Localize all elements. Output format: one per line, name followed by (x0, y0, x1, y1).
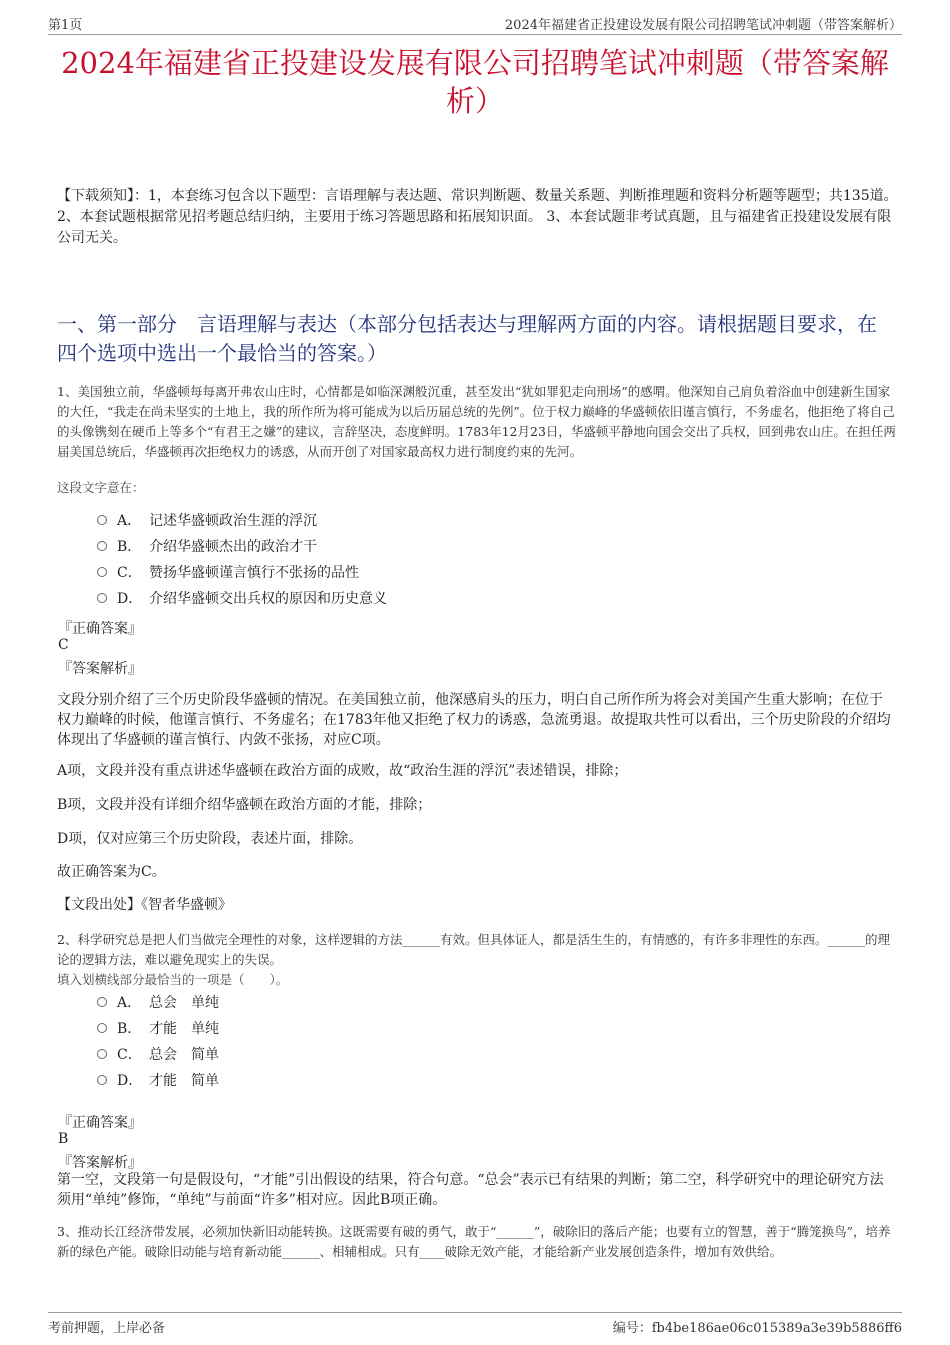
option-c[interactable]: C． 赞扬华盛顿谨言慎行不张扬的品性 (97, 560, 387, 586)
footer-serial: 编号：fb4be186ae06c015389a3e39b5886ff6 (612, 1321, 902, 1336)
question-2-options (97, 990, 219, 1094)
radio-icon[interactable] (97, 997, 107, 1007)
option-b[interactable]: B． 介绍华盛顿杰出的政治才干 (97, 534, 387, 560)
radio-icon[interactable] (97, 1075, 107, 1085)
analysis-paragraph: 第一空，文段第一句是假设句，“才能”引出假设的结果，符合句意。“总会”表示已有结果的判断；第二空，科学研究中的理论研究方法须用“单纯”修饰，“单纯”与前面“许多”相对应。因此B项正确。 (57, 1172, 884, 1208)
question-1-text: 1、美国独立前，华盛顿每每离开弗农山庄时，心情都是如临深渊般沉重，甚至发出“犹如罪犯走向刑场”的感喟。他深知自己肩负着浴血中创建新生国家的大任，“我走在尚未坚实的土地上，我的所作所为将可能成为以后历届总统的先例”。位于权力巅峰的华盛顿依旧谨言慎行，不务虚名，他拒绝了将自己的头像镌刻在硬币上等多个“有君王之嫌”的建议，言辞坚决，态度鲜明。1783年12月23日，华盛顿平静地向国会交出了兵权，回到弗农山庄。在担任两届美国总统后，华盛顿再次拒绝权力的诱惑，从而开创了对国家最高权力进行制度约束的先河。 (57, 384, 896, 459)
answer-label: 『正确答案』 (58, 1115, 142, 1131)
answer-value: B (58, 1131, 69, 1147)
option-b[interactable]: B． 才能 单纯 (97, 1016, 219, 1042)
answer-label: 『正确答案』 (58, 621, 142, 637)
answer-value: C (58, 637, 69, 653)
radio-icon[interactable] (97, 1049, 107, 1059)
section-title: 一、第一部分 言语理解与表达（本部分包括表达与理解两方面的内容。请根据题目要求，在四个选项中选出一个最恰当的答案。） (57, 312, 877, 365)
question-3-text: 3、推动长江经济带发展，必须加快新旧动能转换。这既需要有破的勇气，敢于“______”，破除旧的落后产能；也要有立的智慧，善于“腾笼换鸟”，培养新的绿色产能。破除旧动能与培育新动能______、相辅相成。只有____破除无效产能，才能给新产业发展创造条件，增加有效供给。 (57, 1224, 891, 1259)
analysis-label: 『答案解析』 (58, 1155, 142, 1171)
question-1-prompt: 这段文字意在： (57, 480, 145, 495)
document-title: 2024年福建省正投建设发展有限公司招聘笔试冲刺题（带答案解析） (61, 46, 889, 118)
footer-slogan: 考前押题，上岸必备 (48, 1321, 166, 1336)
radio-icon[interactable] (97, 1023, 107, 1033)
analysis-paragraph: 文段分别介绍了三个历史阶段华盛顿的情况。在美国独立前，他深感肩头的压力，明白自己所作所为将会对美国产生重大影响；在位于权力巅峰的时候，他谨言慎行、不务虚名；在1783年他又拒绝了权力的诱惑，急流勇退。故提取共性可以看出，三个历史阶段的介绍均体现出了华盛顿的谨言慎行、内敛不张扬，对应C项。 (57, 692, 891, 748)
radio-icon[interactable] (97, 541, 107, 551)
text-source: 【文段出处】《智者华盛顿》 (57, 897, 232, 913)
page-footer (48, 1312, 902, 1335)
question-1-options (97, 508, 387, 612)
option-d[interactable]: D． 才能 简单 (97, 1068, 219, 1094)
radio-icon[interactable] (97, 593, 107, 603)
page-number: 第1页 (48, 18, 83, 33)
option-a[interactable]: A． 记述华盛顿政治生涯的浮沉 (97, 508, 387, 534)
option-a[interactable]: A． 总会 单纯 (97, 990, 219, 1016)
analysis-paragraph: B项，文段并没有详细介绍华盛顿在政治方面的才能，排除； (57, 797, 432, 813)
analysis-paragraph: 故正确答案为C。 (57, 864, 166, 880)
option-d[interactable]: D． 介绍华盛顿交出兵权的原因和历史意义 (97, 586, 387, 612)
analysis-paragraph: D项，仅对应第三个历史阶段，表述片面，排除。 (57, 831, 363, 847)
analysis-label: 『答案解析』 (58, 661, 142, 677)
page-header (48, 12, 902, 35)
analysis-paragraph: A项，文段并没有重点讲述华盛顿在政治方面的成败，故“政治生涯的浮沉”表述错误，排除； (57, 763, 628, 779)
radio-icon[interactable] (97, 567, 107, 577)
header-doc-title: 2024年福建省正投建设发展有限公司招聘笔试冲刺题（带答案解析） (504, 18, 902, 33)
radio-icon[interactable] (97, 515, 107, 525)
question-2-prompt: 填入划横线部分最恰当的一项是（ ）。 (57, 972, 289, 987)
option-c[interactable]: C． 总会 简单 (97, 1042, 219, 1068)
question-2-text: 2、科学研究总是把人们当做完全理性的对象，这样逻辑的方法______有效。但具体证人，都是活生生的，有情感的，有许多非理性的东西。______的理论的逻辑方法，难以避免现实上的失误。 (57, 932, 890, 967)
download-notice: 【下载须知】：1，本套练习包含以下题型：言语理解与表达题、常识判断题、数量关系题、判断推理题和资料分析题等题型；共135道。 2、本套试题根据常见招考题总结归纳，主要用于练习答题思路和拓展知识面。 3、本套试题非考试真题，且与福建省正投建设发展有限公司无关。 (57, 188, 898, 246)
